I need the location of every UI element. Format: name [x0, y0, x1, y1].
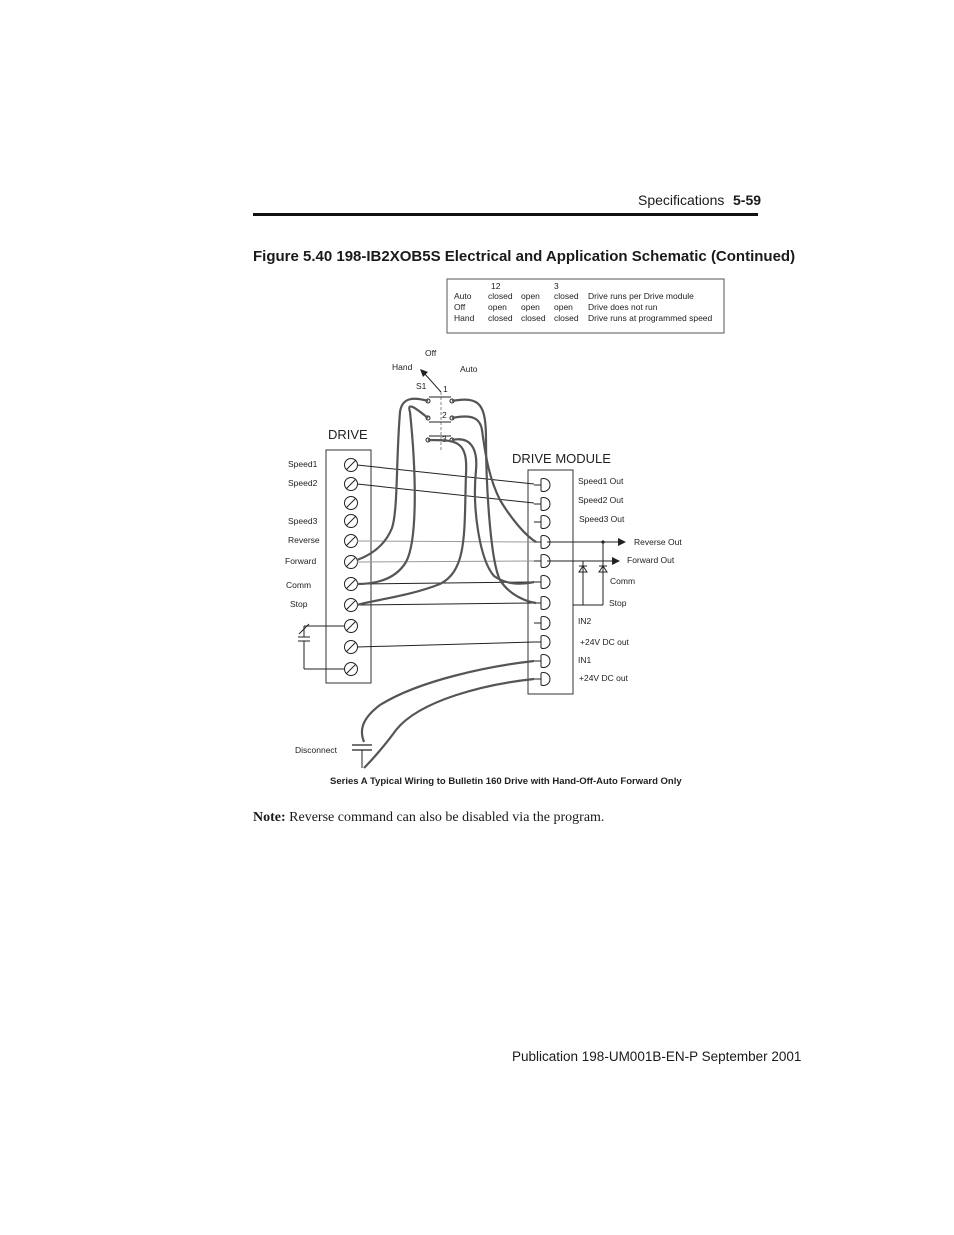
drive-module-title: DRIVE MODULE — [512, 451, 611, 466]
drive-module-terminal-label: IN1 — [578, 655, 592, 665]
drive-module-terminal-label: +24V DC out — [580, 637, 629, 647]
switch-position-label: 2 — [442, 410, 447, 420]
disconnect-label: Disconnect — [295, 745, 338, 755]
truth-table-col-head: 3 — [554, 281, 559, 291]
drive-module-terminal-label: Speed3 Out — [579, 514, 625, 524]
switch-auto-label: Auto — [460, 364, 478, 374]
truth-table-cell: Off — [454, 302, 466, 312]
drive-terminal-label: Speed2 — [288, 478, 318, 488]
drive-module-terminal-label: +24V DC out — [579, 673, 628, 683]
truth-table-cell: open — [521, 302, 540, 312]
drive-module-terminal-label: IN2 — [578, 616, 592, 626]
truth-table-cell: open — [521, 291, 540, 301]
twisted-wires — [357, 399, 536, 605]
drive-terminal-label: Stop — [290, 599, 308, 609]
switch-contact-2 — [426, 416, 454, 422]
reverse-out-arrow-icon — [604, 538, 626, 546]
switch-name-label: S1 — [416, 381, 427, 391]
truth-table-cell: open — [554, 302, 573, 312]
truth-table-cell: Auto — [454, 291, 472, 301]
truth-table-cell: closed — [554, 313, 579, 323]
note-text: Reverse command can also be disabled via the program. — [285, 810, 605, 825]
figure-title: Figure 5.40 198-IB2XOB5S Electrical and Application Schematic (Continued) — [253, 248, 796, 265]
footer-publication: Publication 198-UM001B-EN-P September 2001 — [512, 1049, 802, 1064]
header-page-number: 5-59 — [733, 192, 762, 208]
truth-table-cell: closed — [521, 313, 546, 323]
truth-table-row — [454, 291, 694, 301]
drive-title: DRIVE — [328, 427, 368, 442]
figure-caption: Series A Typical Wiring to Bulletin 160 Drive with Hand-Off-Auto Forward Only — [330, 776, 682, 787]
switch-lever — [424, 373, 441, 392]
disconnect-wires — [362, 661, 534, 768]
truth-table-cell: closed — [554, 291, 579, 301]
note — [253, 810, 604, 826]
switch-contact-1 — [426, 397, 454, 403]
truth-table-row — [454, 302, 658, 312]
drive-terminal-label: Speed3 — [288, 516, 318, 526]
switch-position-label: 1 — [443, 384, 448, 394]
truth-table-col-head: 12 — [491, 281, 501, 291]
truth-table-cell: Drive runs at programmed speed — [588, 313, 713, 323]
diode-icon — [599, 540, 607, 605]
drive-module-terminal-label: Speed2 Out — [578, 495, 624, 505]
drive-module-terminal-label: Comm — [610, 576, 636, 586]
forward-out-arrow-icon — [604, 557, 620, 565]
truth-table-cell: Hand — [454, 313, 475, 323]
drive-module-terminal-label: Speed1 Out — [578, 476, 624, 486]
switch-hand-label: Hand — [392, 362, 413, 372]
drive-terminal-label: Reverse — [288, 535, 320, 545]
drive-module-terminal-label: Stop — [609, 598, 627, 608]
drive-terminal-label: Comm — [286, 580, 312, 590]
truth-table-cell: closed — [488, 291, 513, 301]
truth-table-row — [454, 313, 713, 323]
drive-terminal-label: Speed1 — [288, 459, 318, 469]
drive-module-terminal-label: Reverse Out — [634, 537, 682, 547]
disconnect-capacitor-icon — [352, 745, 372, 768]
drive-module-terminal-label: Forward Out — [627, 555, 675, 565]
diode-icon — [579, 561, 587, 605]
header-section: Specifications — [638, 192, 725, 208]
truth-table-cell: Drive runs per Drive module — [588, 291, 694, 301]
truth-table-cell: open — [488, 302, 507, 312]
note-label: Note: — [253, 810, 286, 825]
switch-off-label: Off — [425, 348, 437, 358]
truth-table-cell: Drive does not run — [588, 302, 658, 312]
drive-terminal-label: Forward — [285, 556, 317, 566]
truth-table-cell: closed — [488, 313, 513, 323]
switch-position-label: 3 — [442, 434, 447, 444]
